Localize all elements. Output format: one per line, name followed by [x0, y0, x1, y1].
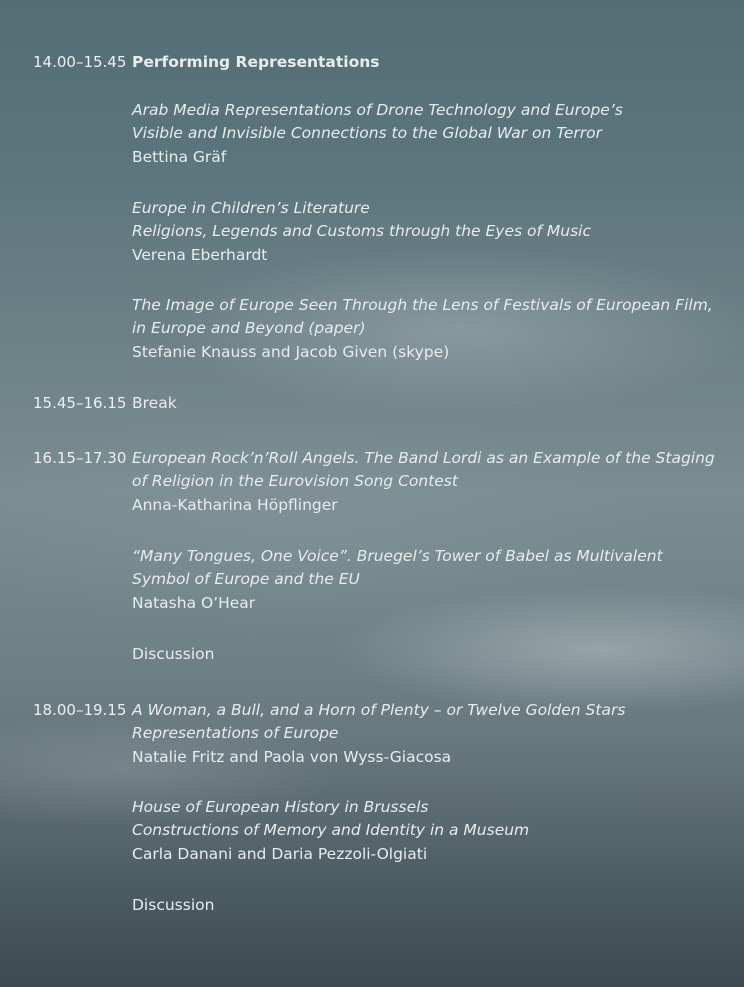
talk-speaker: Anna-Katharina Höpflinger — [132, 495, 338, 514]
talk-title-line: House of European History in Brussels — [132, 798, 429, 816]
talk-speaker: Natasha O’Hear — [132, 593, 256, 612]
talk-title-line: Symbol of Europe and the EU — [132, 570, 360, 589]
talk-title-line: The Image of Europe Seen Through the Lens of Festivals of European Film, — [132, 296, 713, 314]
discussion-label: Discussion — [132, 645, 215, 663]
discussion-label: Discussion — [132, 896, 215, 914]
talk-title-line: in Europe and Beyond (paper) — [132, 319, 366, 338]
talk-title-line: Visible and Invisible Connections to the Global War on Terror — [132, 124, 602, 143]
session-time: 18.00–19.15 — [33, 701, 127, 719]
talk-title-line: Arab Media Representations of Drone Technology and Europe’s — [132, 101, 623, 119]
talk-speaker: Carla Danani and Daria Pezzoli-Olgiati — [132, 844, 428, 863]
talk-title-line: of Religion in the Eurovision Song Contest — [132, 472, 458, 491]
talk-speaker: Verena Eberhardt — [132, 245, 268, 264]
session-title: Break — [132, 394, 177, 412]
session-time: 14.00–15.45 — [33, 53, 127, 71]
session-time: 15.45–16.15 — [33, 394, 127, 412]
talk-speaker: Natalie Fritz and Paola von Wyss-Giacosa — [132, 747, 452, 766]
session-title: Performing Representations — [132, 53, 380, 71]
talk-title-line: “Many Tongues, One Voice”. Bruegel’s Tower of Babel as Multivalent — [132, 547, 663, 565]
talk-title-line: Europe in Children’s Literature — [132, 199, 370, 217]
talk-speaker: Stefanie Knauss and Jacob Given (skype) — [132, 342, 450, 361]
talk-title-line: Religions, Legends and Customs through the Eyes of Music — [132, 222, 591, 241]
talk-title-line: Constructions of Memory and Identity in a Museum — [132, 821, 530, 840]
talk-speaker: Bettina Gräf — [132, 147, 227, 166]
talk-title-line: Representations of Europe — [132, 724, 339, 743]
talk-title-line: European Rock’n’Roll Angels. The Band Lordi as an Example of the Staging — [132, 449, 715, 467]
session-time: 16.15–17.30 — [33, 449, 127, 467]
talk-title-line: A Woman, a Bull, and a Horn of Plenty – or Twelve Golden Stars — [132, 701, 626, 719]
